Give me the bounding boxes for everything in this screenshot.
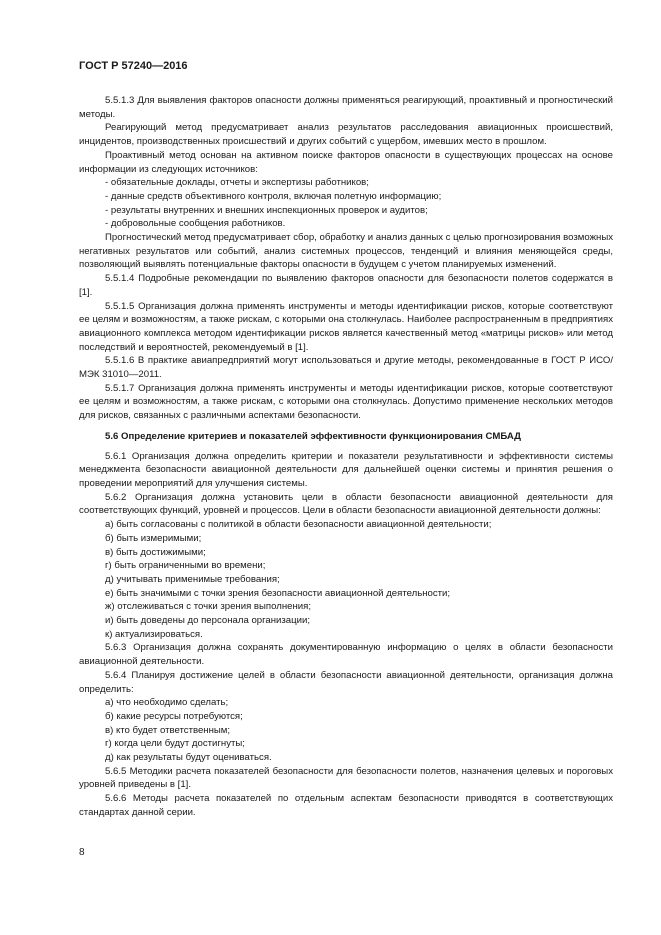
paragraph: 5.6.5 Методики расчета показателей безопасности для безопасности полетов, назначения целевых и пороговых уровней приведены в [1]. (79, 765, 613, 791)
paragraph: 5.5.1.4 Подробные рекомендации по выявлению факторов опасности для безопасности полетов содержатся в [1]. (79, 273, 613, 298)
paragraph: 5.6.6 Методы расчета показателей по отдельным аспектам безопасности приводятся в соответствующих стандартах данной серии. (79, 793, 613, 818)
section-heading: 5.6 Определение критериев и показателей эффективности функционирования СМБАД (105, 430, 521, 442)
list-item: - результаты внутренних и внешних инспекционных проверок и аудитов; (105, 204, 428, 216)
paragraph: 5.6.2 Организация должна установить цели в области безопасности авиационной деятельности для соответствующих функций, уровней и процессов. Цели в области безопасности авиационной деятельности должны: (79, 491, 613, 517)
list-item: г) быть ограниченными во времени; (105, 560, 266, 572)
list-item: б) быть измеримыми; (105, 532, 202, 544)
list-item: а) что необходимо сделать; (105, 697, 229, 709)
list-item: е) быть значимыми с точки зрения безопасности авиационной деятельности; (105, 587, 451, 599)
paragraph: 5.5.1.5 Организация должна применять инструменты и методы идентификации рисков, которые соответствуют ее целям и возможностям, а также рискам, с которыми она столкнулась. Наиболее распространенным в предприятиях авиационного комплекса методом идентификации рисков является качественный метод «матрицы рисков» или метод последствий и вероятностей, рекомендуемый в [1]. (79, 300, 613, 353)
list-item: д) учитывать применимые требования; (105, 573, 280, 585)
paragraph: Реагирующий метод предусматривает анализ результатов расследования авиационных происшествий, инцидентов, производственных происшествий и других событий с ущербом, имевших место в прошлом. (79, 122, 613, 148)
paragraph: Проактивный метод основан на активном поиске факторов опасности в существующих процессах на основе информации из следующих источников: (79, 149, 613, 175)
list-item: в) кто будет ответственным; (105, 724, 231, 736)
document-header: ГОСТ Р 57240—2016 (79, 60, 188, 72)
list-item: - обязательные доклады, отчеты и экспертизы работников; (105, 177, 369, 189)
paragraph: Прогностический метод предусматривает сбор, обработку и анализ данных с целью прогнозирования возможных негативных результатов или событий, анализ системных процессов, тенденций и влияния меняющейся среды, позволяющий выявлять потенциальные факторы опасности в будущем с учетом планируемых изменений. (79, 232, 614, 271)
list-item: и) быть доведены до персонала организации; (105, 615, 311, 627)
document-body (79, 94, 613, 820)
list-item: к) актуализироваться. (105, 628, 203, 640)
list-item: г) когда цели будут достигнуты; (105, 738, 245, 750)
list-item: ж) отслеживаться с точки зрения выполнения; (105, 601, 311, 613)
list-item: - добровольные сообщения работников. (105, 218, 286, 230)
paragraph: 5.5.1.3 Для выявления факторов опасности должны применяться реагирующий, проактивный и прогностический методы. (79, 95, 613, 120)
list-item: б) какие ресурсы потребуются; (105, 710, 243, 722)
list-item: д) как результаты будут оцениваться. (105, 752, 272, 764)
paragraph: 5.6.3 Организация должна сохранять документированную информацию о целях в области безопасности авиационной деятельности. (79, 642, 613, 668)
paragraph: 5.6.1 Организация должна определить критерии и показатели результативности и эффективности системы менеджмента безопасности авиационной деятельности для дальнейшей оценки системы и принятия решения о проведении мероприятий для улучшения системы. (79, 450, 613, 489)
paragraph: 5.6.4 Планируя достижение целей в области безопасности авиационной деятельности, организация должна определить: (79, 669, 613, 695)
list-item: а) быть согласованы с политикой в области безопасности авиационной деятельности; (105, 519, 492, 531)
page-number: 8 (79, 847, 85, 858)
paragraph: 5.5.1.6 В практике авиапредприятий могут использоваться и другие методы, рекомендованные в ГОСТ Р ИСО/МЭК 31010—2011. (79, 355, 613, 381)
list-item: в) быть достижимыми; (105, 546, 206, 558)
paragraph: 5.5.1.7 Организация должна применять инструменты и методы идентификации рисков, которые соответствуют ее целям и возможностям, а также рискам, с которыми она столкнулась. Допустимо применение нескольких методов для рисков, связанных с различными аспектами безопасности. (79, 382, 613, 422)
list-item: - данные средств объективного контроля, включая полетную информацию; (105, 190, 442, 202)
